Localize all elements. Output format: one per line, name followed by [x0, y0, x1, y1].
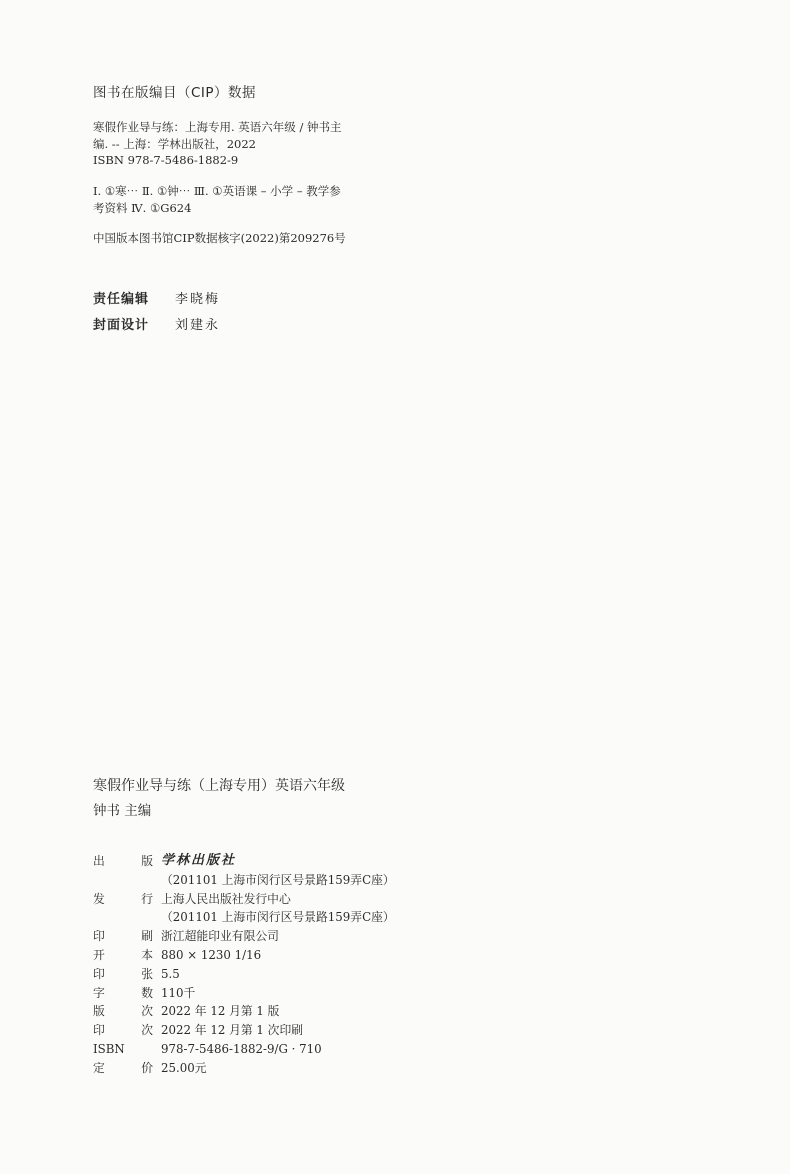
staff-row-editor: [93, 291, 220, 309]
info-label: ISBN: [93, 1041, 125, 1056]
info-value: （201101 上海市闵行区号景路159弄C座）: [161, 910, 395, 925]
info-value: 浙江超能印业有限公司: [161, 929, 279, 944]
info-label: 开 本: [93, 947, 153, 962]
info-label: 印 次: [93, 1023, 153, 1038]
info-value: 110千: [161, 985, 196, 1000]
info-value: 978-7-5486-1882-9/G · 710: [161, 1041, 322, 1056]
book-editor: 钟书 主编: [93, 803, 152, 819]
cip-record-line: ISBN 978-7-5486-1882-9: [93, 153, 239, 167]
staff-role: 封面设计: [93, 318, 150, 333]
info-label: 印 张: [93, 966, 153, 981]
info-value: 2022 年 12 月第 1 版: [161, 1004, 280, 1019]
info-value: 上海人民出版社发行中心: [161, 891, 291, 906]
info-label: 版 次: [93, 1004, 153, 1019]
book-title: 寒假作业导与练（上海专用）英语六年级: [93, 778, 345, 794]
info-value: 880 × 1230 1/16: [161, 947, 262, 962]
staff-role: 责任编辑: [93, 292, 150, 307]
cip-heading: 图书在版编目（CIP）数据: [93, 85, 257, 101]
info-value: 5.5: [161, 966, 180, 981]
staff-row-cover-design: [93, 317, 220, 335]
info-value: （201101 上海市闵行区号景路159弄C座）: [161, 872, 395, 887]
info-value: 2022 年 12 月第 1 次印刷: [161, 1023, 304, 1038]
info-value: 25.00元: [161, 1060, 207, 1075]
info-label: 字 数: [93, 985, 153, 1000]
cip-classification-line: 考资料 Ⅳ. ①G624: [93, 200, 192, 215]
info-label: 发 行: [93, 891, 153, 906]
cip-record-line: 编. -- 上海：学林出版社，2022: [93, 136, 257, 151]
cip-classification-line: Ⅰ. ①寒⋯ Ⅱ. ①钟⋯ Ⅲ. ①英语课 – 小学 – 教学参: [93, 184, 341, 198]
info-label: 印 刷: [93, 929, 153, 944]
info-label: 定 价: [93, 1060, 153, 1075]
staff-name: 刘建永: [175, 318, 221, 333]
cip-record-line: 寒假作业导与练：上海专用. 英语六年级 / 钟书主: [93, 120, 342, 134]
publisher-logo: 学林出版社: [161, 853, 237, 868]
cip-record: [93, 119, 342, 169]
staff-name: 李晓梅: [175, 292, 221, 307]
cip-classification: [93, 183, 341, 216]
cip-library-record: 中国版本图书馆CIP数据核字(2022)第209276号: [93, 231, 346, 245]
info-label: 出 版: [93, 854, 153, 868]
